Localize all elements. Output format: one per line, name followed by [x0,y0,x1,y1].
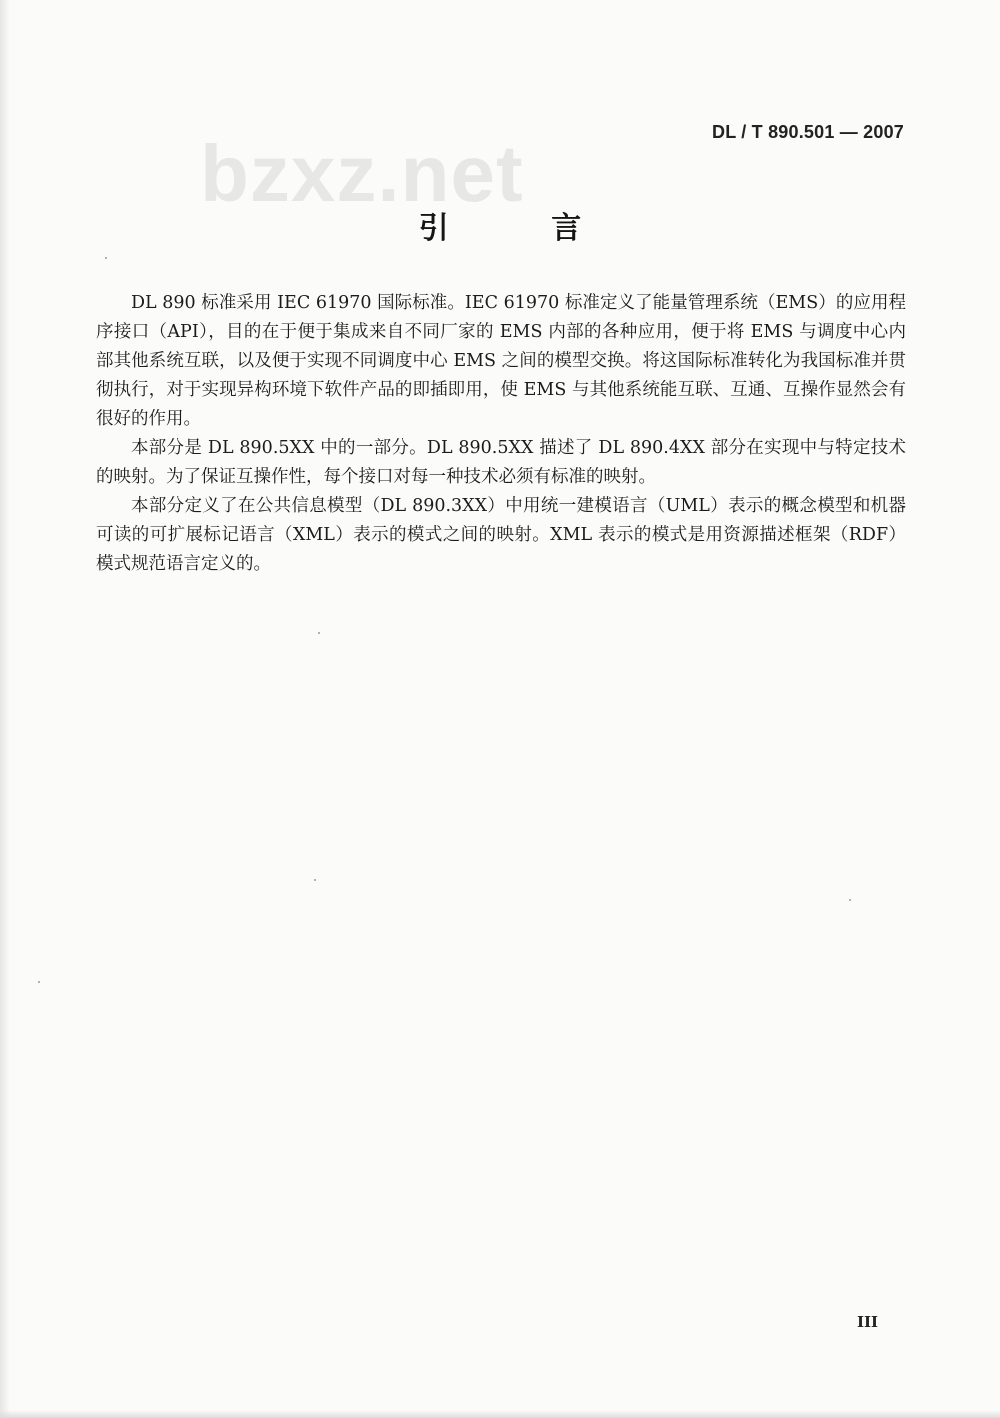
watermark: bzxz.net [200,129,524,218]
scan-speck [38,981,40,983]
paragraph-2: 本部分是 DL 890.5XX 中的一部分。DL 890.5XX 描述了 DL 890.4XX 部分在实现中与特定技术的映射。为了保证互操作性，每个接口对每一种技术必须有标准的映射。 [96,438,906,487]
introduction-body [96,289,906,579]
standard-code-header: DL / T 890.501 — 2007 [712,122,904,142]
paragraph-3: 本部分定义了在公共信息模型（DL 890.3XX）中用统一建模语言（UML）表示的概念模型和机器可读的可扩展标记语言（XML）表示的模式之间的映射。XML 表示的模式是用资源描述框架（RDF）模式规范语言定义的。 [96,496,906,574]
paragraph-1: DL 890 标准采用 IEC 61970 国际标准。IEC 61970 标准定义了能量管理系统（EMS）的应用程序接口（API），目的在于便于集成来自不同厂家的 EMS 内部的各种应用，便于将 EMS 与调度中心内部其他系统互联，以及便于实现不同调度中心 EMS 之间的模型交换。将这国际标准转化为我国标准并贯彻执行，对于实现异构环境下软件产品的即插即用，使 EMS 与其他系统能互联、互通、互操作显然会有很好的作用。 [96,293,906,429]
page-title: 引 言 [418,211,628,246]
page-number: III [856,1313,878,1331]
scan-speck [314,879,316,881]
page-edge-shadow-bottom [0,1410,1000,1418]
scan-speck [105,257,107,259]
scan-speck [318,632,320,634]
scan-speck [849,899,851,901]
